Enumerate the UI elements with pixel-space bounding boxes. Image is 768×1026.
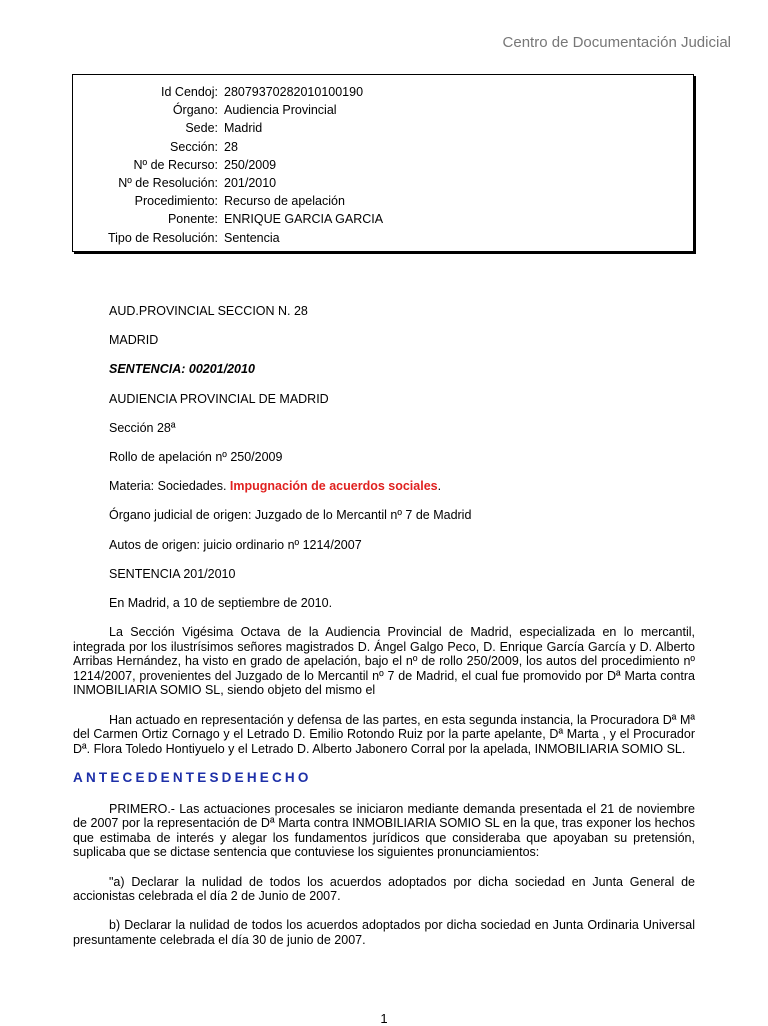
metadata-label: Tipo de Resolución: xyxy=(107,230,218,245)
document-source: Centro de Documentación Judicial xyxy=(502,34,731,51)
metadata-row-sede xyxy=(73,119,693,137)
materia-prefix: Materia: Sociedades. xyxy=(109,479,230,494)
rollo-line: Rollo de apelación nº 250/2009 xyxy=(109,449,283,464)
metadata-value: Audiencia Provincial xyxy=(224,103,337,118)
metadata-row-recurso xyxy=(73,156,693,174)
metadata-box xyxy=(72,74,694,252)
metadata-value: ENRIQUE GARCIA GARCIA xyxy=(224,212,384,227)
metadata-row-tipo xyxy=(73,229,693,247)
metadata-label: Id Cendoj: xyxy=(161,85,218,99)
metadata-value: 201/2010 xyxy=(224,175,277,190)
metadata-row-procedimiento xyxy=(73,192,693,210)
metadata-label: Procedimiento: xyxy=(134,194,218,209)
organo-origen-line: Órgano judicial de origen: Juzgado de lo Mercantil nº 7 de Madrid xyxy=(109,508,472,523)
metadata-label: Nº de Recurso: xyxy=(133,157,218,172)
metadata-value: 28079370282010100190 xyxy=(224,85,364,99)
metadata-value: Sentencia xyxy=(224,230,280,245)
paragraph-composition: La Sección Vigésima Octava de la Audiencia Provincial de Madrid, especializada en lo mercantil, integrada por los ilustrísimos señores magistrados D. Ángel Galgo Peco, D. Enrique García García y D. Alberto Arribas Hernández, ha visto en grado de apelación, bajo el nº de rollo 250/2009, los autos del procedimiento nº 1214/2007, provenientes del Juzgado de lo Mercantil nº 7 de Madrid, el cual fue promovido por Dª Marta contra INMOBILIARIA SOMIO SL, siendo objeto del mismo el xyxy=(73,625,695,698)
metadata-label: Ponente: xyxy=(167,212,218,227)
metadata-row-ponente xyxy=(73,210,693,228)
paragraph-claim-a: "a) Declarar la nulidad de todos los acuerdos adoptados por dicha sociedad en Junta General de accionistas celebrada el día 2 de Junio de 2007. xyxy=(73,874,695,904)
metadata-label: Nº de Resolución: xyxy=(118,175,218,190)
materia-line xyxy=(73,479,695,494)
court-name-line: AUDIENCIA PROVINCIAL DE MADRID xyxy=(109,391,329,406)
court-line: AUD.PROVINCIAL SECCION N. 28 xyxy=(109,304,308,318)
sentencia-heading: SENTENCIA: 00201/2010 xyxy=(109,362,255,377)
metadata-label: Órgano: xyxy=(172,103,218,118)
metadata-value: 250/2009 xyxy=(224,157,277,172)
city-line: MADRID xyxy=(109,333,159,348)
date-line: En Madrid, a 10 de septiembre de 2010. xyxy=(109,595,333,610)
paragraph-primero: PRIMERO.- Las actuaciones procesales se iniciaron mediante demanda presentada el 21 de noviembre de 2007 por la representación de Dª Marta contra INMOBILIARIA SOMIO SL en la que, tras exponer los hechos que estimaba de interés y alegar los fundamentos jurídicos que consideraba que apoyaban su pretensión, suplicaba que se dictase sentencia que contuviese los siguientes pronunciamientos: xyxy=(73,801,695,860)
paragraph-claim-b: b) Declarar la nulidad de todos los acuerdos adoptados por dicha sociedad en Junta Ordinaria Universal presuntamente celebrada el día 30 de junio de 2007. xyxy=(73,918,695,947)
section-line: Sección 28ª xyxy=(109,420,176,435)
metadata-label: Sede: xyxy=(185,121,218,136)
autos-origen-line: Autos de origen: juicio ordinario nº 1214/2007 xyxy=(109,537,362,552)
section-heading: ANTECEDENTESDEHECHO xyxy=(73,770,312,785)
metadata-row-seccion xyxy=(73,138,693,156)
metadata-value: 28 xyxy=(224,139,238,154)
page-number: 1 xyxy=(380,1011,388,1026)
document-body xyxy=(73,304,695,962)
metadata-row-id-cendoj xyxy=(73,83,693,101)
metadata-value: Recurso de apelación xyxy=(224,194,345,209)
materia-suffix: . xyxy=(437,479,442,494)
metadata-row-organo xyxy=(73,101,693,119)
metadata-value: Madrid xyxy=(224,121,263,136)
metadata-row-resolucion xyxy=(73,174,693,192)
materia-link[interactable]: Impugnación de acuerdos sociales xyxy=(229,479,438,494)
sentencia-number-line: SENTENCIA 201/2010 xyxy=(109,566,236,581)
paragraph-representation: Han actuado en representación y defensa de las partes, en esta segunda instancia, la Procuradora Dª Mª del Carmen Ortiz Cornago y el Letrado D. Emilio Rotondo Ruiz por la parte apelante, Dª Marta , y el Procurador Dª. Flora Toledo Hontiyuelo y el Letrado D. Alberto Jabonero Corral por la apelada, INMOBILIARIA SOMIO SL. xyxy=(73,712,695,756)
metadata-label: Sección: xyxy=(170,139,218,154)
